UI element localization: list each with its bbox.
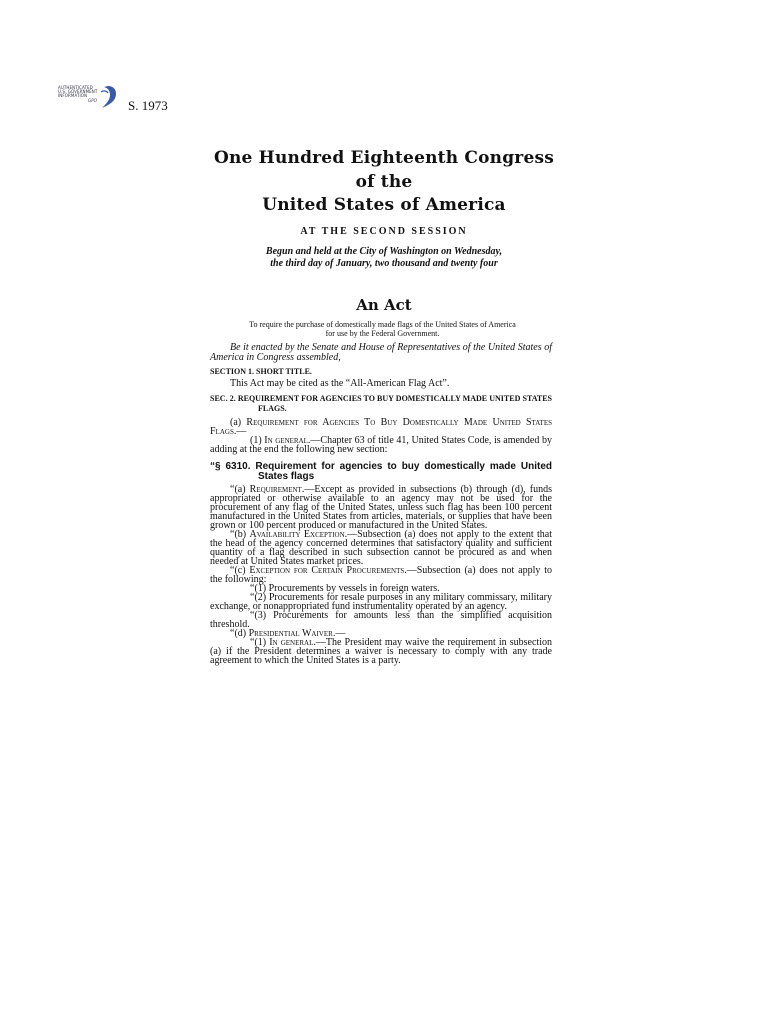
subsection-label: “(a) <box>230 484 250 495</box>
paragraph-2a1 <box>210 436 552 454</box>
subsection-heading: Exception for Certain Procurements <box>249 565 405 576</box>
act-title: An Act <box>356 296 412 314</box>
congress-country: United States of America <box>262 195 506 215</box>
new-subsection-b <box>210 530 552 566</box>
begun-line-1: Begun and held at the City of Washington on Wednesday, <box>265 246 503 257</box>
subsection-text: .—Except as provided in subsections (b) through (d), funds appropriated or otherwise available to an agency may not be used for the procurement of any flag of the United States, unless such flag has been 100 percent manufactured in the United States from articles, materials, or supplies that have been grown or 100 percent produced or manufactured in the United States. <box>210 484 552 531</box>
subsection-text: .—Subsection (a) does not apply to the following: <box>210 565 552 585</box>
congress-of-the: of the <box>355 172 413 192</box>
congress-title: One Hundred Eighteenth Congress <box>213 148 555 168</box>
section-2-heading: SEC. 2. REQUIREMENT FOR AGENCIES TO BUY DOMESTICALLY MADE UNITED STATES FLAGS. <box>210 394 552 413</box>
subsection-label: “(c) <box>230 565 250 576</box>
section-1-text: This Act may be cited as the “All-American Flag Act”. <box>230 378 450 389</box>
subsection-dash: .— <box>233 426 247 437</box>
subsection-text: .—Subsection (a) does not apply to the extent that the head of the agency concerned determines that satisfactory quality and sufficient quantity of a flag described in such subsection cannot be procured as and when needed at United States market prices. <box>210 529 552 567</box>
purpose-line-1: To require the purchase of domestically made flags of the United States of America <box>249 320 516 329</box>
new-paragraph-d1 <box>210 638 552 665</box>
new-paragraph-c3: “(3) Procurements for amounts less than the simplified acquisition threshold. <box>210 610 552 630</box>
session-line: AT THE SECOND SESSION <box>300 226 468 237</box>
purpose-clause <box>210 320 555 338</box>
new-subsection-a <box>210 485 552 530</box>
enacting-clause: Be it enacted by the Senate and House of Representatives of the United States of America in Congress assembled, <box>210 342 552 363</box>
begun-line-2: the third day of January, two thousand and twenty four <box>270 258 498 269</box>
seal-text-line: INFORMATION <box>58 93 88 98</box>
seal-text-line: AUTHENTICATED <box>58 85 93 90</box>
paragraph-heading: In general <box>269 637 314 648</box>
subsection-label: “(b) <box>230 529 250 540</box>
subsection-label: “(d) <box>230 628 249 639</box>
gpo-authentication-seal <box>58 84 120 114</box>
seal-text-line: U.S. GOVERNMENT <box>58 89 98 94</box>
subsection-heading: Presidential Waiver <box>248 628 333 639</box>
paragraph-label: “(1) <box>250 637 270 648</box>
bill-number: S. 1973 <box>128 98 168 113</box>
subsection-text: .— <box>332 628 346 639</box>
subsection-2a <box>210 418 552 436</box>
paragraph-heading: In general <box>264 435 308 446</box>
new-subsection-c <box>210 566 552 584</box>
new-paragraph-c1: “(1) Procurements by vessels in foreign waters. <box>250 583 440 594</box>
paragraph-text: .—Chapter 63 of title 41, United States Code, is amended by adding at the end the following new section: <box>210 435 552 455</box>
new-section-6310-heading: “§ 6310. Requirement for agencies to buy domestically made United States flags <box>210 461 552 482</box>
purpose-line-2: for use by the Federal Government. <box>325 329 440 338</box>
subsection-heading: Availability Exception <box>249 529 345 540</box>
paragraph-label: (1) <box>250 435 265 446</box>
section-1-heading: SECTION 1. SHORT TITLE. <box>210 367 312 376</box>
bill-body <box>210 367 552 665</box>
paragraph-text: .—The President may waive the requirement in subsection (a) if the President determines a waiver is necessary to comply with any trade agreement to which the United States is a party. <box>210 637 552 666</box>
new-paragraph-c2: “(2) Procurements for resale purposes in any military commissary, military exchange, or nonappropriated fund instrumentality operated by an agency. <box>210 592 552 612</box>
subsection-label: (a) <box>230 417 247 428</box>
seal-text-line: GPO <box>88 98 97 103</box>
eagle-seal-icon <box>98 84 120 110</box>
subsection-heading: Requirement for Agencies To Buy Domestically Made United States Flags <box>210 417 552 437</box>
subsection-heading: Requirement <box>249 484 302 495</box>
